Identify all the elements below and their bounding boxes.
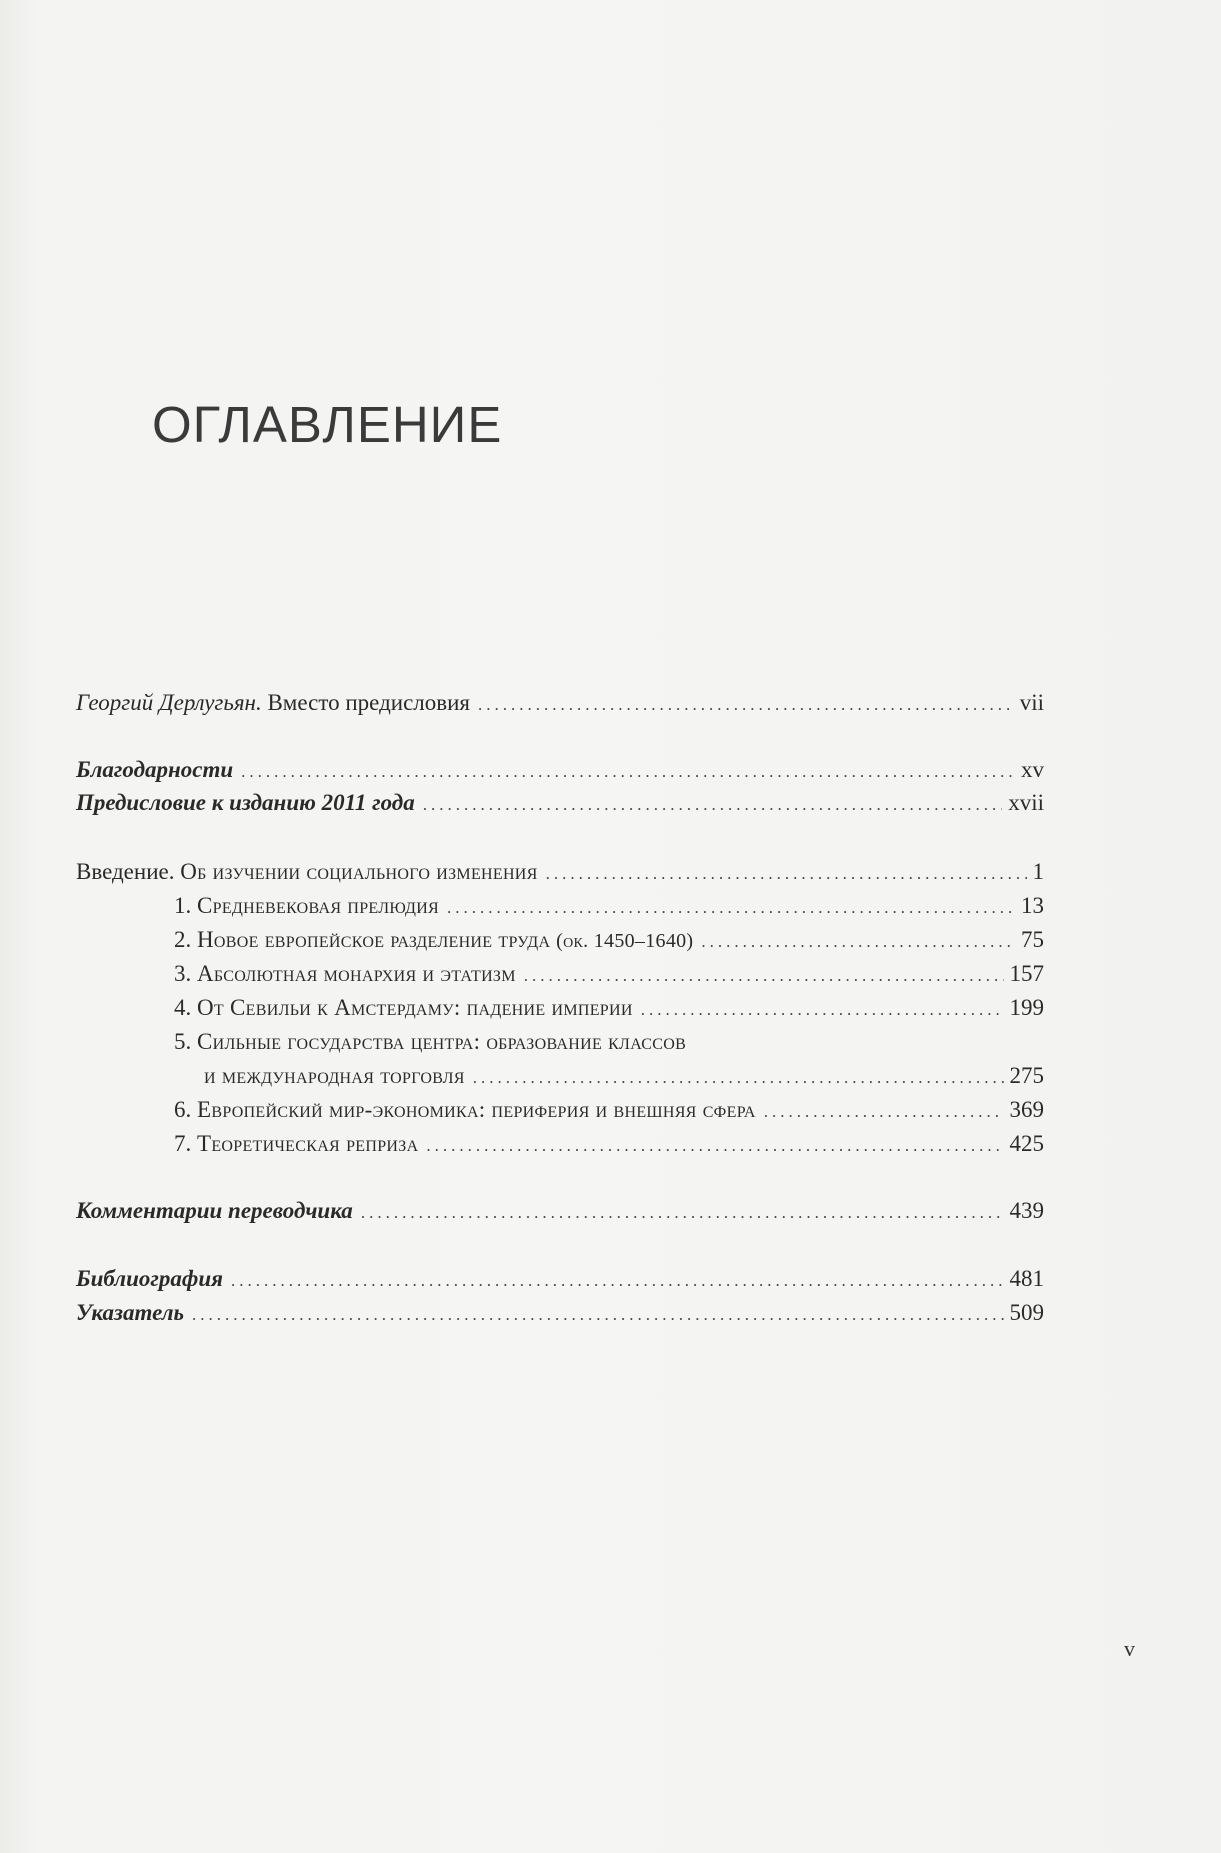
page-number: 157 <box>1009 961 1044 986</box>
chapter-number: 5. <box>174 1029 192 1054</box>
chapter-number: 2. <box>174 927 192 952</box>
toc-entry-label: Предисловие к изданию 2011 года <box>76 790 415 815</box>
toc-entry-chapter-7[interactable] <box>174 1129 1044 1161</box>
dot-leader <box>701 927 1015 957</box>
page-number: vii <box>1019 690 1044 715</box>
dot-leader <box>473 1063 1004 1093</box>
chapter-title: Европейский мир-экономика: периферия и внешняя сфера <box>197 1097 756 1122</box>
toc-entry-chapter-4[interactable] <box>174 993 1044 1025</box>
toc-entry-introduction[interactable] <box>76 857 1044 889</box>
page-number: 425 <box>1009 1131 1044 1156</box>
chapter-number: 1. <box>174 893 192 918</box>
page-number: 275 <box>1009 1063 1044 1088</box>
dot-leader <box>231 1266 1004 1296</box>
page-number: 439 <box>1009 1198 1044 1223</box>
chapter-title: Теоретическая реприза <box>197 1131 419 1156</box>
introduction-title: Об изучении социального изменения <box>180 859 538 884</box>
page-number: 1 <box>1032 859 1044 884</box>
page-folio: v <box>1124 1636 1135 1661</box>
page-title: ОГЛАВЛЕНИЕ <box>152 396 503 453</box>
chapter-number: 4. <box>174 995 192 1020</box>
toc-entry-index[interactable] <box>76 1298 1044 1330</box>
dot-leader <box>641 995 1004 1025</box>
toc-entry-label <box>174 925 693 956</box>
toc-entry-bibliography[interactable] <box>76 1264 1044 1296</box>
chapter-title: Средневековая прелюдия <box>197 893 440 918</box>
page-number: 199 <box>1009 995 1044 1020</box>
toc-entry-chapter-6[interactable] <box>174 1095 1044 1127</box>
dot-leader <box>478 690 1014 720</box>
toc-entry-label <box>174 993 633 1023</box>
chapter-title: Абсолютная монархия и этатизм <box>197 961 516 986</box>
toc-entry-chapter-5[interactable] <box>204 1061 1044 1093</box>
foreword-title: Вместо предисловия <box>267 690 471 715</box>
page-number: 509 <box>1009 1300 1044 1325</box>
chapter-title: Сильные государства центра: образование классов <box>197 1029 687 1054</box>
toc-entry-label <box>174 959 516 989</box>
chapter-title: Новое европейское разделение труда <box>197 927 551 952</box>
page-number: 75 <box>1021 927 1044 952</box>
toc-entry-preface-2011[interactable] <box>76 788 1044 820</box>
page-number: xv <box>1021 757 1044 782</box>
dot-leader <box>192 1300 1003 1330</box>
toc-entry-chapter-2[interactable] <box>174 925 1044 957</box>
toc-entry-label <box>76 688 470 718</box>
toc-entry-label: Комментарии переводчика <box>76 1198 353 1223</box>
toc-entry-foreword[interactable] <box>76 688 1044 720</box>
chapter-title-continued: и международная торговля <box>204 1063 465 1088</box>
chapter-number: 3. <box>174 961 192 986</box>
toc-entry-translator-comments[interactable] <box>76 1196 1044 1228</box>
page-number: 13 <box>1021 893 1044 918</box>
page-number: 369 <box>1009 1097 1044 1122</box>
page-number: 481 <box>1009 1266 1044 1291</box>
chapter-number: 6. <box>174 1097 192 1122</box>
toc-entry-chapter-1[interactable] <box>174 891 1044 923</box>
toc-entry-label <box>76 857 538 887</box>
toc-entry-label: Указатель <box>76 1300 185 1325</box>
toc-entry-chapter-5-line-1[interactable] <box>174 1027 686 1057</box>
dot-leader <box>241 757 1015 787</box>
introduction-prefix: Введение. <box>76 859 175 884</box>
toc-entry-label: Благодарности <box>76 757 234 782</box>
dot-leader <box>423 790 1002 820</box>
toc-entry-chapter-3[interactable] <box>174 959 1044 991</box>
chapter-number: 7. <box>174 1131 192 1156</box>
page-number: xvii <box>1008 790 1044 815</box>
dot-leader <box>546 859 1027 889</box>
dot-leader <box>524 961 1004 991</box>
dot-leader <box>764 1097 1004 1127</box>
toc-entry-label <box>174 1129 418 1159</box>
toc-entry-label <box>174 891 439 921</box>
foreword-author: Георгий Дерлугьян. <box>76 690 262 715</box>
toc-entry-label: Библиография <box>76 1266 223 1291</box>
dot-leader <box>447 893 1015 923</box>
toc-entry-label <box>174 1095 756 1125</box>
chapter-title-extra: (ок. 1450–1640) <box>556 930 694 952</box>
dot-leader <box>426 1131 1003 1161</box>
chapter-title: От Севильи к Амстердаму: падение империи <box>197 995 633 1020</box>
toc-entry-acknowledgements[interactable] <box>76 755 1044 787</box>
dot-leader <box>361 1198 1004 1228</box>
